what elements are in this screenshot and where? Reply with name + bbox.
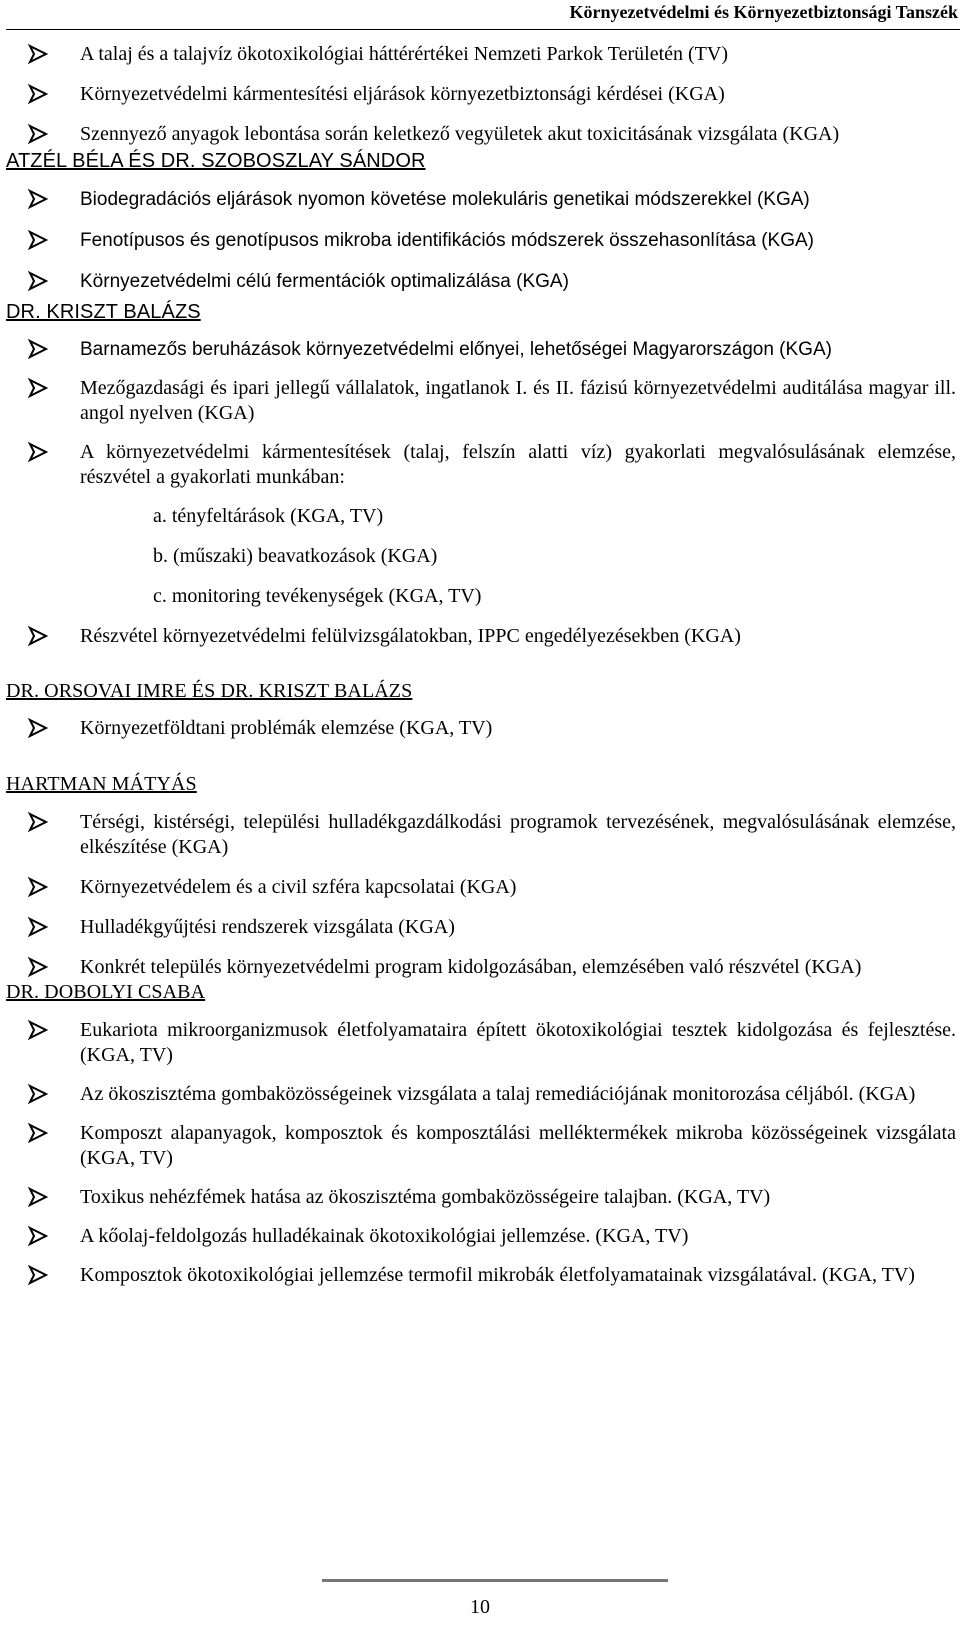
arrowhead-bullet-icon xyxy=(28,626,48,646)
section-continuation xyxy=(6,34,956,147)
section-heading: HARTMAN MÁTYÁS xyxy=(6,773,197,795)
arrowhead-bullet-icon xyxy=(28,812,48,832)
arrowhead-bullet-icon xyxy=(28,917,48,937)
section-heading: ATZÉL BÉLA ÉS DR. SZOBOSZLAY SÁNDOR xyxy=(6,150,426,172)
list-item: Térségi, kistérségi, települési hulladékgazdálkodási programok tervezésének, megvalósulásának elemzése, elkészítése (KGA) xyxy=(6,810,956,860)
section-hartman xyxy=(6,772,956,980)
arrowhead-bullet-icon xyxy=(28,271,48,291)
list-item: A kőolaj-feldolgozás hulladékainak ökotoxikológiai jellemzése. (KGA, TV) xyxy=(6,1224,956,1249)
arrowhead-bullet-icon xyxy=(28,442,48,462)
list-item: Az ökoszisztéma gombaközösségeinek vizsgálata a talaj remediációjának monitorozása céljából. (KGA) xyxy=(6,1082,956,1107)
arrowhead-bullet-icon xyxy=(28,124,48,144)
list-item: Barnamezős beruházások környezetvédelmi előnyei, lehetőségei Magyarországon (KGA) xyxy=(6,337,956,362)
section-dobolyi xyxy=(6,980,956,1288)
list-item: Környezetvédelem és a civil szféra kapcsolatai (KGA) xyxy=(6,875,956,900)
list-item: Komposzt alapanyagok, komposztok és komposztálási melléktermékek mikroba közösségeinek vizsgálata (KGA, TV) xyxy=(6,1121,956,1171)
arrowhead-bullet-icon xyxy=(28,230,48,250)
list-item: Környezetföldtani problémák elemzése (KGA, TV) xyxy=(6,716,956,741)
arrowhead-bullet-icon xyxy=(28,189,48,209)
arrowhead-bullet-icon xyxy=(28,1123,48,1143)
arrowhead-bullet-icon xyxy=(28,957,48,977)
arrowhead-bullet-icon xyxy=(28,378,48,398)
document-body xyxy=(6,34,956,1288)
section-atzel-szoboszlay xyxy=(6,149,956,294)
arrowhead-bullet-icon xyxy=(28,1226,48,1246)
page-number: 10 xyxy=(470,1596,490,1618)
sub-list-item: b. (műszaki) beavatkozások (KGA) xyxy=(153,545,438,567)
list-item: Biodegradációs eljárások nyomon követése molekuláris genetikai módszerekkel (KGA) xyxy=(6,187,956,212)
arrowhead-bullet-icon xyxy=(28,44,48,64)
header-title: Környezetvédelmi és Környezetbiztonsági Tanszék xyxy=(569,2,958,22)
arrowhead-bullet-icon xyxy=(28,1265,48,1285)
list-item: Részvétel környezetvédelmi felülvizsgálatokban, IPPC engedélyezésekben (KGA) xyxy=(6,624,956,649)
list-item: A környezetvédelmi kármentesítések (talaj, felszín alatti víz) gyakorlati megvalósulásának elemzése, részvétel a gyakorlati munkában: xyxy=(6,440,956,490)
arrowhead-bullet-icon xyxy=(28,718,48,738)
arrowhead-bullet-icon xyxy=(28,84,48,104)
arrowhead-bullet-icon xyxy=(28,1187,48,1207)
page-header xyxy=(6,0,960,30)
arrowhead-bullet-icon xyxy=(28,1020,48,1040)
list-item: Környezetvédelmi kármentesítési eljárások környezetbiztonsági kérdései (KGA) xyxy=(6,82,956,107)
list-item: Fenotípusos és genotípusos mikroba identifikációs módszerek összehasonlítása (KGA) xyxy=(6,228,956,253)
sub-list-item: c. monitoring tevékenységek (KGA, TV) xyxy=(153,585,482,607)
list-item: Komposztok ökotoxikológiai jellemzése termofil mikrobák életfolyamatainak vizsgálatával. (KGA, TV) xyxy=(6,1263,956,1288)
section-heading: DR. ORSOVAI IMRE ÉS DR. KRISZT BALÁZS xyxy=(6,680,413,702)
list-item: Mezőgazdasági és ipari jellegű vállalatok, ingatlanok I. és II. fázisú környezetvédelmi auditálása magyar ill. angol nyelven (KGA) xyxy=(6,376,956,426)
list-item: Eukariota mikroorganizmusok életfolyamataira épített ökotoxikológiai tesztek kidolgozása és fejlesztése. (KGA, TV) xyxy=(6,1018,956,1068)
list-item: Toxikus nehézfémek hatása az ökoszisztéma gombaközösségeire talajban. (KGA, TV) xyxy=(6,1185,956,1210)
footer-rule xyxy=(322,1579,668,1582)
section-kriszt xyxy=(6,300,956,649)
arrowhead-bullet-icon xyxy=(28,339,48,359)
list-item: Konkrét település környezetvédelmi program kidolgozásában, elemzésében való részvétel (KGA) xyxy=(6,955,956,980)
list-item: A talaj és a talajvíz ökotoxikológiai háttérértékei Nemzeti Parkok Területén (TV) xyxy=(6,42,956,67)
section-heading: DR. DOBOLYI CSABA xyxy=(6,981,206,1003)
arrowhead-bullet-icon xyxy=(28,877,48,897)
arrowhead-bullet-icon xyxy=(28,1084,48,1104)
section-heading: DR. KRISZT BALÁZS xyxy=(6,301,201,323)
list-item: Hulladékgyűjtési rendszerek vizsgálata (KGA) xyxy=(6,915,956,940)
section-orsovai-kriszt xyxy=(6,679,956,741)
list-item: Szennyező anyagok lebontása során keletkező vegyületek akut toxicitásának vizsgálata (KGA) xyxy=(6,122,956,147)
sub-list-item: a. tényfeltárások (KGA, TV) xyxy=(153,505,384,527)
list-item: Környezetvédelmi célú fermentációk optimalizálása (KGA) xyxy=(6,269,956,294)
